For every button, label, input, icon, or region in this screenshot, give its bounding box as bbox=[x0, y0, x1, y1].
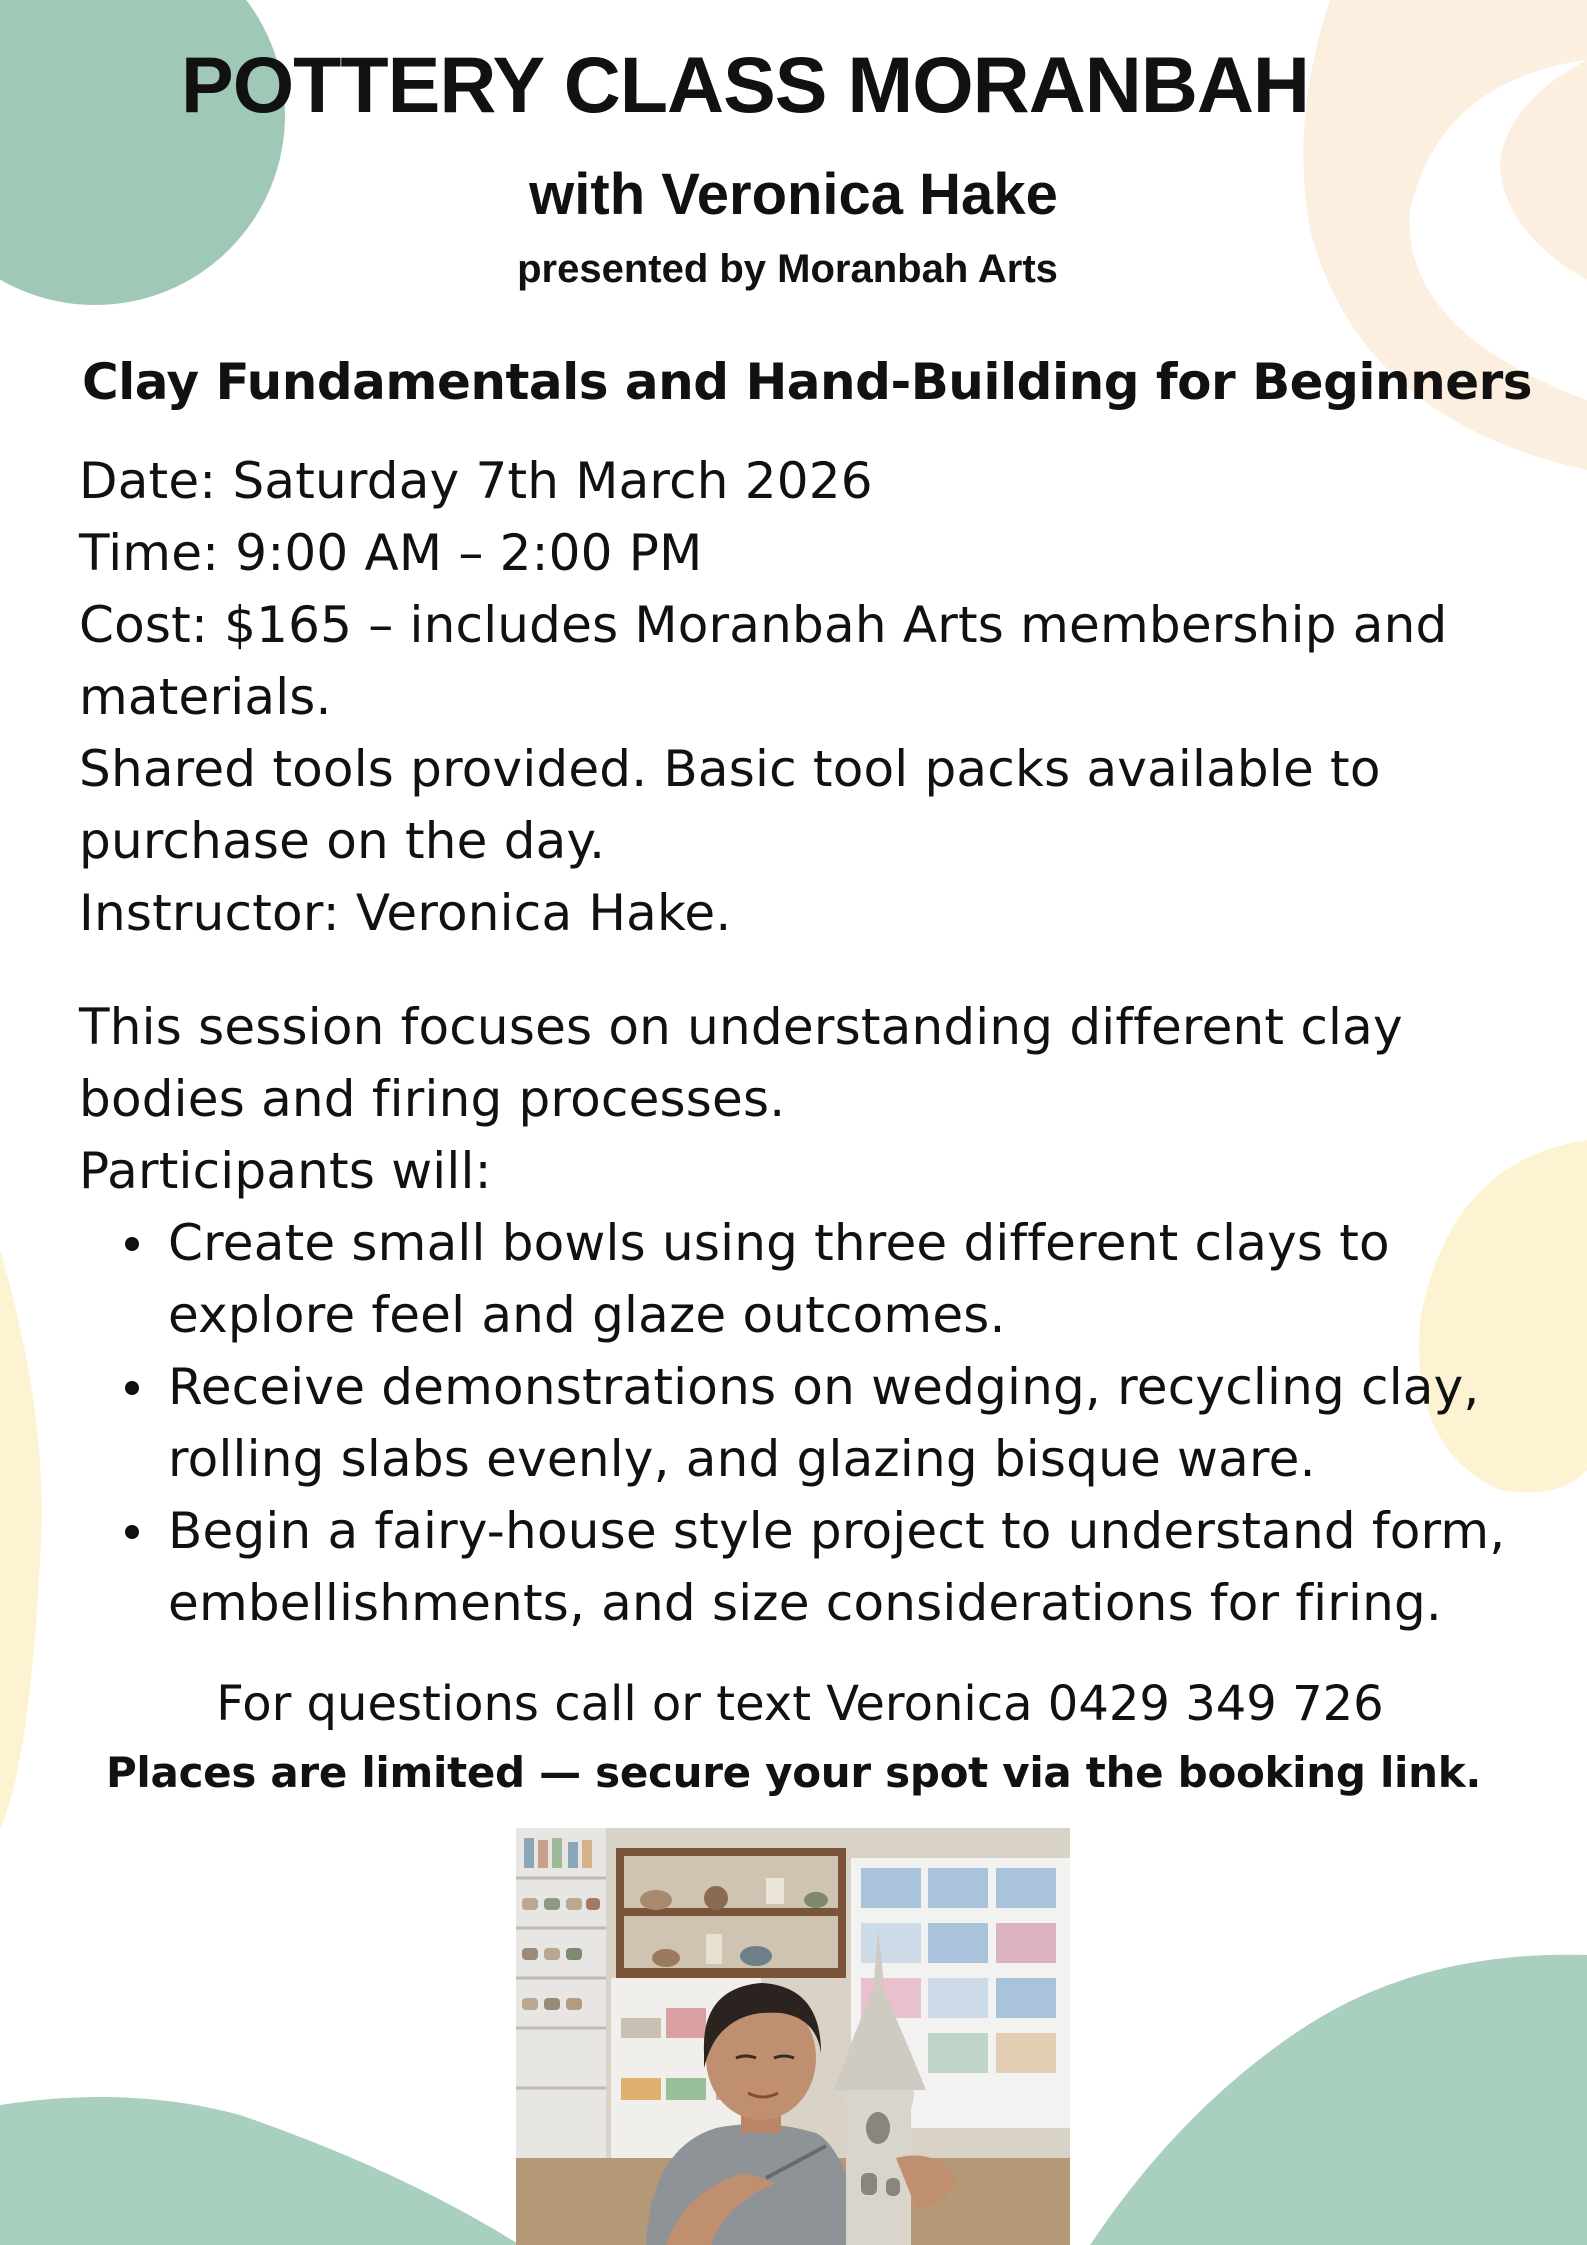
date-line: Date: Saturday 7th March 2026 bbox=[79, 452, 873, 510]
instructor-photo bbox=[516, 1828, 1070, 2245]
list-item: Create small bowls using three different clays to explore feel and glaze outcomes. bbox=[79, 1207, 1539, 1351]
session-description bbox=[79, 991, 1539, 1639]
cost-line: Cost: $165 – includes Moranbah Arts membership and materials. bbox=[79, 596, 1448, 726]
list-item: Begin a fairy-house style project to understand form, embellishments, and size considerations for firing. bbox=[79, 1495, 1539, 1639]
activities-list bbox=[79, 1207, 1539, 1639]
contact-line: For questions call or text Veronica 0429 349 726 bbox=[216, 1676, 1384, 1732]
time-line: Time: 9:00 AM – 2:00 PM bbox=[79, 524, 703, 582]
presenter-line: presented by Moranbah Arts bbox=[517, 247, 1058, 291]
list-item: Receive demonstrations on wedging, recycling clay, rolling slabs evenly, and glazing bisque ware. bbox=[79, 1351, 1539, 1495]
booking-call-to-action: Places are limited — secure your spot via the booking link. bbox=[105, 1748, 1482, 1797]
class-details bbox=[79, 445, 1539, 949]
instructor-subtitle: with Veronica Hake bbox=[529, 162, 1058, 227]
participants-lead: Participants will: bbox=[79, 1142, 492, 1200]
instructor-line: Instructor: Veronica Hake. bbox=[79, 884, 732, 942]
tools-line: Shared tools provided. Basic tool packs available to purchase on the day. bbox=[79, 740, 1381, 870]
session-intro-text: This session focuses on understanding different clay bodies and firing processes. bbox=[79, 998, 1403, 1128]
class-title: Clay Fundamentals and Hand-Building for Beginners bbox=[81, 353, 1533, 411]
page-title: POTTERY CLASS MORANBAH bbox=[181, 40, 1309, 129]
